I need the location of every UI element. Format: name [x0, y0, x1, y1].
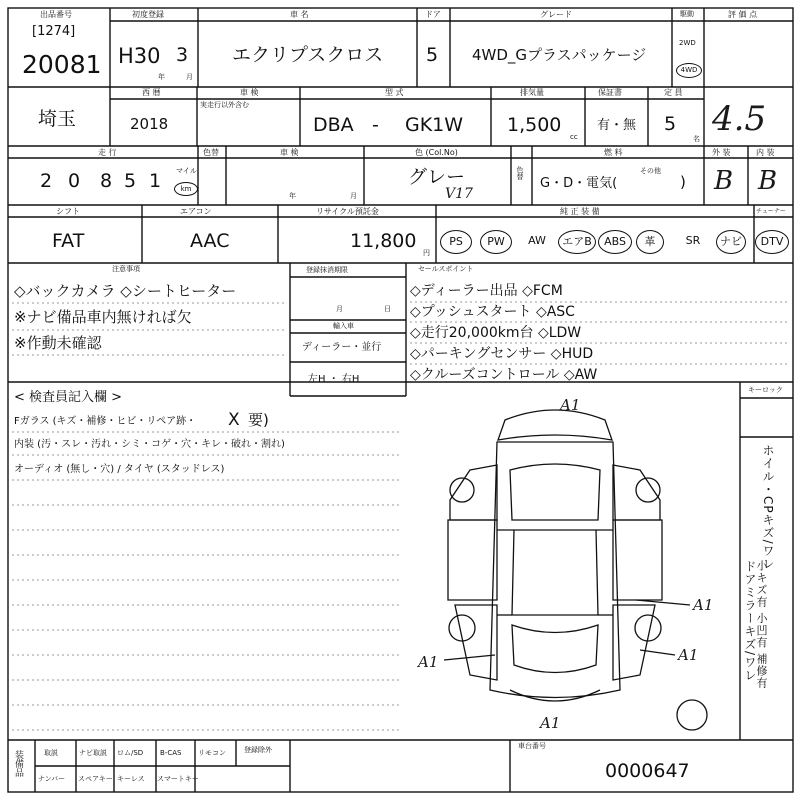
car-diagram	[444, 410, 707, 730]
drive-label: 駆動	[680, 10, 694, 18]
mileage-label: 走 行	[98, 148, 117, 157]
footer-equip-label: 装備品	[13, 750, 23, 777]
mirror-note: ドアミラーキズ/ワレ	[743, 560, 757, 683]
equipment-item: PW	[480, 230, 512, 254]
score-label: 評 価 点	[728, 10, 758, 19]
mileage-digit-5: 1	[149, 170, 162, 192]
capacity: 5	[664, 113, 677, 135]
footer-item-bcas: B-CAS	[160, 749, 182, 757]
lot-number: 20081	[22, 50, 102, 79]
import-dealer: ディーラー・並行	[302, 342, 382, 353]
equipment-item: PS	[440, 230, 472, 254]
displacement: 1,500	[507, 114, 562, 136]
model-code: GK1W	[405, 114, 464, 136]
color: グレー	[408, 166, 466, 188]
drive-2wd: 2WD	[679, 39, 696, 47]
inspector-line-1-end: 要)	[248, 411, 269, 429]
equipment-item: エアB	[558, 230, 596, 254]
shift: FAT	[52, 230, 85, 252]
grade: 4WD_Gプラスパッケージ	[472, 46, 647, 64]
year-label: 西 暦	[142, 88, 161, 97]
ac-label: エアコン	[180, 207, 212, 216]
warranty-label: 保証書	[598, 88, 622, 97]
year: 2018	[130, 115, 169, 133]
chip-label: チューナー	[756, 208, 786, 215]
doors-label: ドア	[425, 10, 441, 19]
inspection-note: 実走行以外含む	[200, 101, 249, 109]
doors: 5	[426, 44, 439, 66]
mileage-unit-km: km	[174, 182, 198, 196]
footer-item-navi-manual: ナビ取説	[79, 749, 107, 757]
history-year: 年	[289, 192, 296, 200]
mileage-digit-2: 0	[68, 170, 81, 192]
recycle: 11,800	[350, 230, 417, 252]
lot-bracket: [1274]	[32, 24, 76, 39]
score: 4.5	[712, 99, 767, 139]
first-reg-month: 3	[176, 44, 189, 66]
footer-item-keyless: キーレス	[117, 775, 145, 783]
import-handle: 左H ・ 右H	[308, 374, 360, 385]
shift-label: シフト	[56, 207, 80, 216]
mileage-digit-1: 2	[40, 170, 53, 192]
color-label: 色 (Col.No)	[415, 148, 458, 157]
caution-line-3: ※作動未確認	[14, 334, 102, 352]
car-name-label: 車 名	[290, 10, 309, 19]
sales-line-1: ◇ディーラー出品 ◇FCM	[410, 283, 563, 299]
mileage-unit-mile: マイル	[176, 167, 197, 175]
model-label: 型 式	[385, 88, 404, 97]
inspector-line-3: オーディオ (無し・穴) / タイヤ (スタッドレス)	[14, 464, 225, 475]
fuel-close: )	[680, 173, 686, 191]
reg-month: 月	[336, 305, 343, 313]
fuel-side-label: 色替	[516, 166, 524, 180]
footer-reg-items-label: 登録除外	[244, 746, 272, 754]
model-dash: -	[372, 114, 379, 136]
year-unit: 年	[158, 73, 165, 81]
equipment-item: ABS	[598, 230, 632, 254]
fuel-label: 燃 料	[604, 148, 623, 157]
car-name: エクリプスクロス	[232, 44, 384, 66]
damage-mark-front: A1	[560, 396, 581, 414]
color-code: V17	[445, 186, 473, 202]
capacity-label: 定 員	[664, 88, 683, 97]
month-unit: 月	[186, 73, 193, 81]
recycle-unit: 円	[423, 249, 430, 257]
history-label: 車 検	[280, 148, 299, 157]
sales-line-3: ◇走行20,000km台 ◇LDW	[410, 325, 582, 341]
interior: B	[758, 166, 778, 196]
caution-label: 注意事項	[112, 265, 140, 273]
inspector-line-2: 内装 (汚・スレ・汚れ・シミ・コゲ・穴・キレ・破れ・割れ)	[14, 439, 285, 450]
inspection-label: 車 検	[240, 88, 259, 97]
exterior: B	[714, 166, 734, 196]
recycle-label: リサイクル預託金	[316, 207, 379, 216]
vin-label: 車台番号	[518, 742, 546, 750]
first-reg-era: H30	[118, 44, 161, 68]
damage-mark-right-door: A1	[693, 596, 714, 614]
footer-item-plate: ナンバー	[38, 775, 66, 783]
inspector-line-1: Fガラス (キズ・補修・ヒビ・リペア跡・	[14, 416, 197, 427]
equipment-item: SR	[685, 234, 701, 247]
inspector-line-1-mark: X	[228, 410, 240, 430]
region: 埼玉	[38, 108, 77, 130]
first-reg-label: 初度登録	[132, 10, 164, 19]
import-label: 輸入車	[333, 322, 354, 330]
exterior-label: 外 装	[712, 148, 731, 157]
damage-mark-rear: A1	[540, 714, 561, 732]
sales-label: セールスポイント	[418, 265, 474, 273]
fuel-value: G・D・電気(	[540, 176, 618, 191]
caution-line-1: ◇バックカメラ ◇シートヒーター	[14, 282, 237, 300]
sales-line-4: ◇パーキングセンサー ◇HUD	[410, 346, 594, 362]
displacement-label: 排気量	[520, 88, 544, 97]
caution-line-2: ※ナビ備品車内無ければ欠	[14, 308, 192, 326]
capacity-unit: 名	[693, 135, 700, 143]
damage-note: 小キズ有 小凹有 補修有	[755, 560, 768, 689]
drive-4wd: 4WD	[676, 63, 702, 78]
footer-item-spare-key: スペアキー	[78, 775, 113, 783]
sales-line-2: ◇プッシュスタート ◇ASC	[410, 304, 575, 320]
lot-label: 出品番号	[40, 10, 72, 19]
footer-item-smart-key: スマートキー	[157, 775, 199, 783]
wheel-cap-note: ホイル・CPキズ/ワレ	[761, 444, 775, 571]
inspector-lines	[12, 432, 400, 730]
fuel-other: その他	[640, 167, 661, 175]
warranty: 有・無	[597, 118, 637, 133]
footer-item-remote: リモコン	[198, 749, 226, 757]
inspector-title: < 検査員記入欄 >	[14, 390, 123, 405]
damage-mark-right-rear: A1	[678, 646, 699, 664]
equipment-label: 純 正 装 備	[560, 207, 600, 216]
key-lock-label: キーロック	[748, 386, 783, 394]
color-no-label: 色替	[203, 148, 219, 157]
model-prefix: DBA	[313, 114, 354, 136]
mileage-digit-4: 5	[124, 170, 137, 192]
interior-label: 内 装	[756, 148, 775, 157]
vin: 0000647	[605, 760, 690, 782]
displacement-unit: cc	[570, 133, 578, 141]
ac: AAC	[190, 230, 230, 252]
equipment-item: 革	[636, 230, 664, 254]
equipment-item: DTV	[755, 230, 789, 254]
equipment-item: AW	[528, 234, 546, 247]
grade-label: グレード	[540, 10, 572, 19]
reg-deadline-label: 登録抹消期限	[306, 266, 348, 274]
equipment-item: ナビ	[716, 230, 746, 254]
reg-day: 日	[384, 305, 391, 313]
history-month: 月	[350, 192, 357, 200]
footer-item-rom: ロム/SD	[117, 749, 144, 757]
damage-mark-left-rear: A1	[418, 653, 439, 671]
sales-line-5: ◇クルーズコントロール ◇AW	[410, 367, 598, 383]
mileage-digit-3: 8	[100, 170, 113, 192]
footer-item-manual: 取説	[44, 749, 58, 757]
